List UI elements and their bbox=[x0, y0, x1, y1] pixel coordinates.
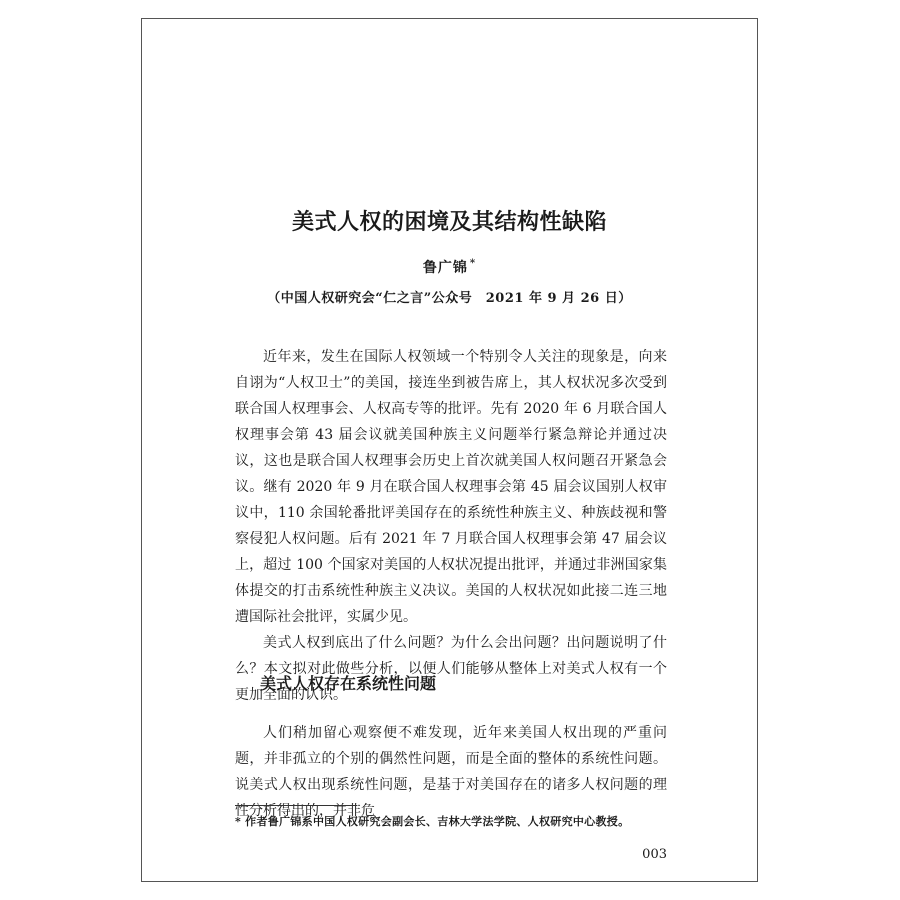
footnote: * 作者鲁广锦系中国人权研究会副会长、吉林大学法学院、人权研究中心教授。 bbox=[235, 815, 630, 828]
article-author bbox=[142, 257, 757, 277]
author-footnote-mark: * bbox=[469, 258, 477, 270]
paragraph-2: 美式人权到底出了什么问题？为什么会出问题？出问题说明了什么？本文拟对此做些分析，以便人们能够从整体上对美式人权有一个更加全面的认识。 bbox=[235, 635, 667, 703]
intro-body bbox=[235, 344, 667, 708]
article-source: （中国人权研究会“仁之言”公众号 2021 年 9 月 26 日） bbox=[267, 291, 632, 306]
document-page bbox=[141, 18, 758, 882]
paragraph-1: 近年来，发生在国际人权领域一个特别令人关注的现象是，向来自诩为“人权卫士”的美国，接连坐到被告席上，其人权状况多次受到联合国人权理事会、人权高专等的批评。先有 2020 年 6 月联合国人权理事会第 43 届会议就美国种族主义问题举行紧急辩论并通过决议，这也是联合国人权理事会历史上首次就美国人权问题召开紧急会议。继有 2020 年 9 月在联合国人权理事会第 45 届会议国别人权审议中，110 余国轮番批评美国存在的系统性种族主义、种族歧视和警察侵犯人权问题。后有 2021 年 7 月联合国人权理事会第 47 届会议上，超过 100 个国家对美国的人权状况提出批评，并通过非洲国家集体提交的打击系统性种族主义决议。美国的人权状况如此接二连三地遭国际社会批评，实属少见。 bbox=[235, 349, 667, 625]
page-number: 003 bbox=[642, 847, 667, 862]
author-name: 鲁广锦 bbox=[422, 260, 468, 276]
section-body bbox=[235, 720, 667, 824]
article-title: 美式人权的困境及其结构性缺陷 bbox=[291, 210, 607, 235]
section-heading: 美式人权存在系统性问题 bbox=[260, 674, 437, 693]
section-paragraph-1: 人们稍加留心观察便不难发现，近年来美国人权出现的严重问题，并非孤立的个别的偶然性问题，而是全面的整体的系统性问题。说美式人权出现系统性问题，是基于对美国存在的诸多人权问题的理性分析得出的，并非危 bbox=[235, 725, 667, 819]
footnote-divider bbox=[235, 805, 357, 806]
